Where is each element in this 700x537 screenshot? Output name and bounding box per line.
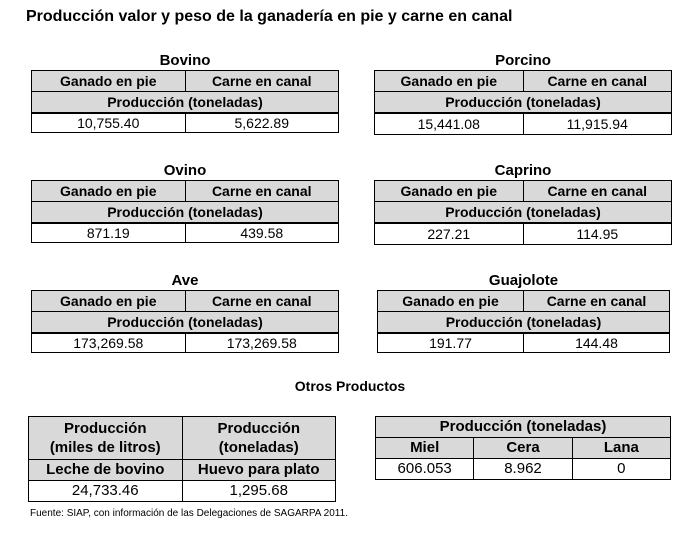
ganado-value: 227.21 <box>375 224 524 245</box>
caprino-table <box>374 180 672 223</box>
ganado-value: 191.77 <box>378 334 524 353</box>
carne-header: Carne en canal <box>185 291 339 312</box>
leche-huevo-block <box>28 416 336 502</box>
ave-block <box>31 272 339 353</box>
leche-value: 24,733.46 <box>29 481 183 502</box>
ganado-value: 871.19 <box>32 224 186 243</box>
carne-header: Carne en canal <box>185 181 339 202</box>
ganado-header: Ganado en pie <box>32 291 186 312</box>
leche-huevo-table <box>28 416 336 502</box>
lana-header: Lana <box>572 438 670 459</box>
produccion-header: Producción (toneladas) <box>32 312 339 333</box>
produccion-header: Producción (toneladas) <box>32 202 339 223</box>
miel-header: Miel <box>376 438 474 459</box>
carne-header: Carne en canal <box>523 71 672 92</box>
produccion-header: Producción (toneladas) <box>32 92 339 113</box>
leche-header-line2: (miles de litros) <box>49 439 161 456</box>
ovino-table <box>31 180 339 223</box>
source-note: Fuente: SIAP, con información de las Delegaciones de SAGARPA 2011. <box>30 508 348 519</box>
carne-header: Carne en canal <box>523 181 672 202</box>
porcino-table <box>374 70 672 113</box>
huevo-header-line2: (toneladas) <box>218 439 299 456</box>
caprino-title: Caprino <box>494 162 552 179</box>
produccion-header: Producción (toneladas) <box>375 92 672 113</box>
carne-value: 114.95 <box>523 224 672 245</box>
carne-header: Carne en canal <box>524 291 670 312</box>
ganado-value: 10,755.40 <box>32 114 186 133</box>
guajolote-block <box>377 272 670 353</box>
lana-value: 0 <box>572 459 670 480</box>
porcino-block <box>374 52 672 135</box>
ganado-header: Ganado en pie <box>375 71 524 92</box>
carne-value: 439.58 <box>185 224 339 243</box>
huevo-label: Huevo para plato <box>182 460 336 481</box>
leche-label: Leche de bovino <box>29 460 183 481</box>
produccion-header: Producción (toneladas) <box>375 202 672 223</box>
ganado-value: 173,269.58 <box>32 334 186 353</box>
carne-value: 11,915.94 <box>523 114 672 135</box>
ganado-header: Ganado en pie <box>32 71 186 92</box>
guajolote-table <box>377 290 670 333</box>
ganado-value: 15,441.08 <box>375 114 524 135</box>
carne-value: 173,269.58 <box>185 334 339 353</box>
bovino-title: Bovino <box>159 52 211 69</box>
carne-value: 144.48 <box>524 334 670 353</box>
ave-table <box>31 290 339 333</box>
leche-header <box>29 417 183 460</box>
produccion-header: Producción (toneladas) <box>376 417 671 438</box>
miel-cera-lana-block <box>375 416 671 480</box>
leche-header-line1: Producción <box>63 420 147 437</box>
page-title: Producción valor y peso de la ganadería en pie y carne en canal <box>26 8 513 25</box>
carne-header: Carne en canal <box>185 71 339 92</box>
bovino-table <box>31 70 339 113</box>
ganado-header: Ganado en pie <box>375 181 524 202</box>
cera-value: 8.962 <box>474 459 572 480</box>
huevo-value: 1,295.68 <box>182 481 336 502</box>
huevo-header-line1: Producción <box>217 420 300 437</box>
porcino-title: Porcino <box>495 52 551 69</box>
produccion-header: Producción (toneladas) <box>378 312 670 333</box>
ovino-block <box>31 162 339 243</box>
ovino-title: Ovino <box>163 162 207 179</box>
cera-header: Cera <box>474 438 572 459</box>
miel-cera-lana-table <box>375 416 671 480</box>
caprino-block <box>374 162 672 245</box>
guajolote-title: Guajolote <box>488 272 559 289</box>
ganado-header: Ganado en pie <box>378 291 524 312</box>
otros-productos-title: Otros Productos <box>294 378 406 394</box>
carne-value: 5,622.89 <box>185 114 339 133</box>
miel-value: 606.053 <box>376 459 474 480</box>
ave-title: Ave <box>171 272 199 289</box>
huevo-header <box>182 417 336 460</box>
bovino-block <box>31 52 339 133</box>
ganado-header: Ganado en pie <box>32 181 186 202</box>
